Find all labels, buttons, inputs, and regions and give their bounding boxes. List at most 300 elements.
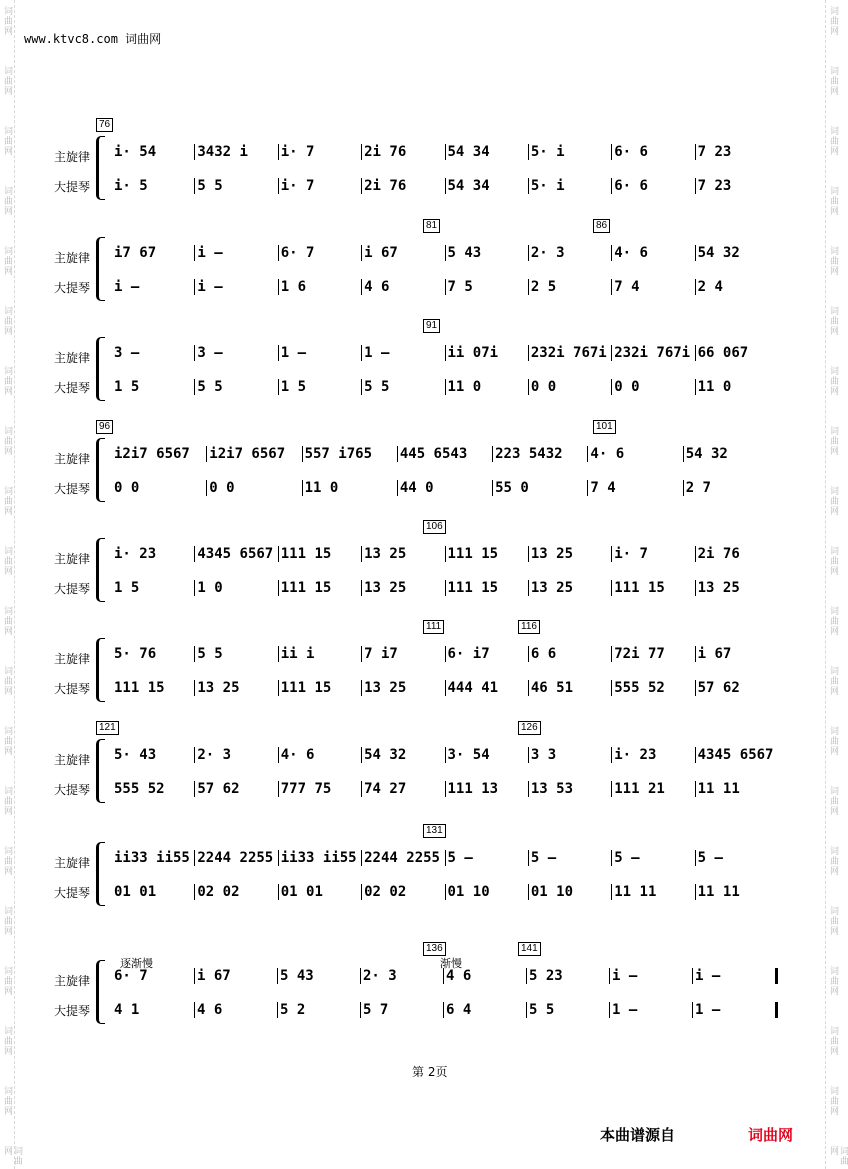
system-brace bbox=[96, 960, 105, 1024]
watermark-char: 网 bbox=[828, 746, 838, 756]
watermark-char: 曲 bbox=[2, 256, 12, 266]
watermark-char: 词 bbox=[2, 546, 12, 556]
system-brace bbox=[96, 638, 105, 702]
measure: i· 23 bbox=[114, 546, 157, 562]
measure: 111 15 bbox=[445, 580, 528, 596]
watermark-text bbox=[2, 606, 12, 636]
measure: 1 — bbox=[361, 345, 444, 361]
watermark-char: 词 bbox=[2, 966, 12, 976]
watermark-char: 曲 bbox=[828, 916, 838, 926]
measure: i — bbox=[194, 279, 277, 295]
measure: 11 0 bbox=[695, 379, 778, 395]
measure: 2244 2255 bbox=[361, 850, 444, 866]
melody-staff bbox=[112, 241, 778, 265]
watermark-char: 词 bbox=[2, 786, 12, 796]
measure: 44 0 bbox=[397, 480, 492, 496]
measure: 13 53 bbox=[528, 781, 611, 797]
watermark-char: 曲 bbox=[828, 496, 838, 506]
watermark-char: 曲 bbox=[2, 676, 12, 686]
measure: 4· 6 bbox=[278, 747, 361, 763]
bass-staff bbox=[112, 998, 778, 1022]
bass-staff bbox=[112, 174, 778, 198]
measure: 5 43 bbox=[445, 245, 528, 261]
bass-staff bbox=[112, 777, 778, 801]
measure: 54 34 bbox=[445, 178, 528, 194]
watermark-char: 曲 bbox=[828, 796, 838, 806]
measure: 4· 6 bbox=[587, 446, 682, 462]
watermark-char: 曲 bbox=[2, 616, 12, 626]
measure: 0 0 bbox=[528, 379, 611, 395]
measure: 13 25 bbox=[528, 580, 611, 596]
watermark-char: 曲 bbox=[828, 676, 838, 686]
bass-staff bbox=[112, 576, 778, 600]
watermark-char: 曲 bbox=[828, 1096, 838, 1106]
watermark-text bbox=[828, 666, 838, 696]
page-number: 第 2页 bbox=[412, 1065, 448, 1079]
watermark-char: 词 bbox=[2, 186, 12, 196]
measure: 54 32 bbox=[695, 245, 778, 261]
watermark-char: 词 bbox=[828, 126, 838, 136]
watermark-text bbox=[828, 6, 838, 36]
measure: 111 15 bbox=[611, 580, 694, 596]
watermark-text bbox=[2, 426, 12, 456]
measure: 13 25 bbox=[361, 546, 444, 562]
watermark-text bbox=[828, 1086, 838, 1116]
watermark-char: 网 bbox=[828, 866, 838, 876]
watermark-char: 网 bbox=[2, 806, 12, 816]
bass-label: 大提琴 bbox=[54, 682, 91, 696]
watermark-char: 词 bbox=[2, 666, 12, 676]
measure: 5 5 bbox=[526, 1002, 609, 1018]
watermark-char: 曲 bbox=[2, 136, 12, 146]
system-brace bbox=[96, 538, 105, 602]
measure: 1 5 bbox=[278, 379, 361, 395]
measure: 111 15 bbox=[445, 546, 528, 562]
watermark-text bbox=[828, 366, 838, 396]
measure: 7 i7 bbox=[361, 646, 444, 662]
source-logo[interactable]: 词曲网 bbox=[748, 1126, 794, 1144]
score-system bbox=[48, 722, 778, 857]
watermark-text bbox=[828, 126, 838, 156]
bass-label: 大提琴 bbox=[54, 281, 91, 295]
measure: 3 — bbox=[114, 345, 140, 361]
watermark-char: 网 bbox=[828, 386, 838, 396]
watermark-text bbox=[828, 786, 838, 816]
watermark-char: 曲 bbox=[2, 1036, 12, 1046]
watermark-char: 词 bbox=[2, 1086, 12, 1096]
measure-number: 81 bbox=[423, 219, 440, 233]
melody-label: 主旋律 bbox=[54, 351, 91, 365]
measure: 3· 54 bbox=[445, 747, 528, 763]
watermark-char: 网 bbox=[2, 566, 12, 576]
watermark-char: 词 bbox=[828, 846, 838, 856]
watermark-text bbox=[828, 66, 838, 96]
measure: 0 0 bbox=[206, 480, 301, 496]
system-brace bbox=[96, 842, 105, 906]
measure-number: 86 bbox=[593, 219, 610, 233]
system-brace bbox=[96, 237, 105, 301]
measure: 6 4 bbox=[443, 1002, 526, 1018]
measure: 13 25 bbox=[695, 580, 778, 596]
system-brace bbox=[96, 337, 105, 401]
melody-label: 主旋律 bbox=[54, 753, 91, 767]
measure: 111 15 bbox=[278, 680, 361, 696]
bass-staff bbox=[112, 676, 778, 700]
measure: 5 2 bbox=[277, 1002, 360, 1018]
watermark-char: 曲 bbox=[2, 796, 12, 806]
measure: 5 — bbox=[528, 850, 611, 866]
watermark-char: 网 bbox=[2, 1106, 12, 1116]
measure: i — bbox=[194, 245, 277, 261]
watermark-char: 网 bbox=[2, 1146, 12, 1156]
watermark-text bbox=[2, 726, 12, 756]
watermark-char: 网 bbox=[828, 1106, 838, 1116]
melody-staff bbox=[112, 140, 778, 164]
watermark-char: 曲 bbox=[2, 916, 12, 926]
measure: 46 51 bbox=[528, 680, 611, 696]
measure: ii33 ii55 bbox=[278, 850, 361, 866]
measure: 557 i765 bbox=[302, 446, 397, 462]
measure: 01 01 bbox=[114, 884, 157, 900]
watermark-char: 网 bbox=[2, 506, 12, 516]
bass-staff bbox=[112, 375, 778, 399]
watermark-char: 曲 bbox=[828, 556, 838, 566]
watermark-char: 网 bbox=[2, 986, 12, 996]
measure-number: 76 bbox=[96, 118, 113, 132]
measure: 5 — bbox=[445, 850, 528, 866]
measure: 1 5 bbox=[114, 580, 140, 596]
measure: 5· i bbox=[528, 178, 611, 194]
watermark-char: 词 bbox=[2, 726, 12, 736]
watermark-text bbox=[2, 6, 12, 36]
watermark-char: 网 bbox=[2, 926, 12, 936]
watermark-char: 网 bbox=[828, 686, 838, 696]
watermark-char: 网 bbox=[2, 386, 12, 396]
watermark-char: 曲 bbox=[828, 976, 838, 986]
measure: 2i 76 bbox=[695, 546, 778, 562]
watermark-char: 词 bbox=[2, 426, 12, 436]
watermark-char: 词 bbox=[2, 306, 12, 316]
measure: 111 13 bbox=[445, 781, 528, 797]
measure: 111 21 bbox=[611, 781, 694, 797]
watermark-text bbox=[828, 246, 838, 276]
measure: 55 0 bbox=[492, 480, 587, 496]
measure: i· 23 bbox=[611, 747, 694, 763]
measure: 7 23 bbox=[695, 178, 778, 194]
watermark-char: 曲 bbox=[838, 1156, 848, 1166]
watermark-char: 词 bbox=[2, 846, 12, 856]
melody-staff bbox=[112, 341, 778, 365]
measure: i — bbox=[609, 968, 692, 984]
measure-number: 136 bbox=[423, 942, 446, 956]
melody-label: 主旋律 bbox=[54, 452, 91, 466]
watermark-char: 曲 bbox=[2, 856, 12, 866]
watermark-char: 网 bbox=[2, 446, 12, 456]
measure: 3 3 bbox=[528, 747, 611, 763]
watermark-char: 曲 bbox=[2, 1096, 12, 1106]
measure: 4 6 bbox=[194, 1002, 277, 1018]
measure: 1 — bbox=[692, 1002, 778, 1018]
measure: 1 — bbox=[609, 1002, 692, 1018]
measure: 13 25 bbox=[361, 680, 444, 696]
watermark-char: 曲 bbox=[2, 376, 12, 386]
measure: 2· 3 bbox=[194, 747, 277, 763]
watermark-char: 曲 bbox=[828, 436, 838, 446]
watermark-char: 网 bbox=[2, 626, 12, 636]
watermark-char: 词 bbox=[828, 306, 838, 316]
measure: 2· 3 bbox=[528, 245, 611, 261]
watermark-char: 曲 bbox=[828, 736, 838, 746]
measure: 232i 767i bbox=[528, 345, 611, 361]
melody-label: 主旋律 bbox=[54, 652, 91, 666]
measure: ii i bbox=[278, 646, 361, 662]
watermark-char: 曲 bbox=[2, 976, 12, 986]
watermark-text bbox=[828, 966, 838, 996]
system-brace bbox=[96, 438, 105, 502]
watermark-char: 词 bbox=[2, 366, 12, 376]
watermark-char: 词 bbox=[828, 1086, 838, 1096]
left-watermark-strip bbox=[0, 0, 22, 1169]
measure: 57 62 bbox=[695, 680, 778, 696]
measure: 7 23 bbox=[695, 144, 778, 160]
measure: 4 1 bbox=[114, 1002, 140, 1018]
measure: 1 6 bbox=[278, 279, 361, 295]
watermark-char: 网 bbox=[2, 146, 12, 156]
watermark-char: 词 bbox=[828, 66, 838, 76]
watermark-char: 网 bbox=[828, 266, 838, 276]
watermark-char: 词 bbox=[828, 726, 838, 736]
measure: 1 — bbox=[278, 345, 361, 361]
watermark-char: 词 bbox=[2, 486, 12, 496]
watermark-text bbox=[828, 486, 838, 516]
watermark-text bbox=[2, 1146, 22, 1169]
melody-label: 主旋律 bbox=[54, 974, 91, 988]
watermark-text bbox=[828, 846, 838, 876]
measure-number: 91 bbox=[423, 319, 440, 333]
measure: i2i7 6567 bbox=[206, 446, 301, 462]
watermark-text bbox=[2, 846, 12, 876]
measure: 5· 43 bbox=[114, 747, 157, 763]
measure: 2244 2255 bbox=[194, 850, 277, 866]
watermark-char: 曲 bbox=[2, 436, 12, 446]
watermark-text bbox=[828, 1146, 848, 1169]
watermark-char: 曲 bbox=[828, 196, 838, 206]
measure: 6· 6 bbox=[611, 178, 694, 194]
tempo-mark-slow: 渐慢 bbox=[440, 957, 462, 970]
measure: ii 07i bbox=[445, 345, 528, 361]
watermark-char: 曲 bbox=[828, 316, 838, 326]
watermark-char: 网 bbox=[828, 26, 838, 36]
watermark-char: 曲 bbox=[828, 856, 838, 866]
measure: 7 5 bbox=[445, 279, 528, 295]
melody-staff bbox=[112, 542, 778, 566]
watermark-char: 词 bbox=[828, 366, 838, 376]
measure: 5 23 bbox=[526, 968, 609, 984]
melody-staff bbox=[112, 743, 778, 767]
watermark-char: 词 bbox=[2, 126, 12, 136]
measure: 72i 77 bbox=[611, 646, 694, 662]
measure: 444 41 bbox=[445, 680, 528, 696]
measure: 2i 76 bbox=[361, 144, 444, 160]
melody-staff bbox=[112, 642, 778, 666]
measure-number: 96 bbox=[96, 420, 113, 434]
melody-label: 主旋律 bbox=[54, 150, 91, 164]
melody-staff bbox=[112, 442, 778, 466]
watermark-char: 网 bbox=[2, 686, 12, 696]
watermark-char: 词 bbox=[828, 486, 838, 496]
right-watermark-strip bbox=[825, 0, 848, 1169]
watermark-char: 网 bbox=[828, 1146, 838, 1156]
measure: 02 02 bbox=[361, 884, 444, 900]
measure: 13 25 bbox=[528, 546, 611, 562]
watermark-text bbox=[2, 966, 12, 996]
watermark-text bbox=[828, 606, 838, 636]
watermark-char: 网 bbox=[2, 26, 12, 36]
measure: 13 25 bbox=[194, 680, 277, 696]
watermark-text bbox=[2, 186, 12, 216]
system-brace bbox=[96, 739, 105, 803]
measure: 5 5 bbox=[361, 379, 444, 395]
measure: 0 0 bbox=[114, 480, 140, 496]
measure: 3 — bbox=[194, 345, 277, 361]
measure: 54 34 bbox=[445, 144, 528, 160]
system-brace bbox=[96, 136, 105, 200]
watermark-text bbox=[2, 126, 12, 156]
watermark-char: 网 bbox=[828, 506, 838, 516]
watermark-char: 曲 bbox=[2, 16, 12, 26]
measure: 57 62 bbox=[194, 781, 277, 797]
watermark-text bbox=[828, 546, 838, 576]
watermark-char: 曲 bbox=[12, 1156, 22, 1166]
watermark-char: 曲 bbox=[2, 196, 12, 206]
watermark-char: 网 bbox=[2, 866, 12, 876]
measure: i7 67 bbox=[114, 245, 157, 261]
measure: i 67 bbox=[361, 245, 444, 261]
measure: 445 6543 bbox=[397, 446, 492, 462]
measure: 2· 3 bbox=[360, 968, 443, 984]
measure: 4345 6567 bbox=[194, 546, 277, 562]
watermark-text bbox=[2, 1086, 12, 1116]
measure: 111 15 bbox=[278, 546, 361, 562]
tempo-mark-gradual-slow: 逐渐慢 bbox=[120, 957, 153, 970]
watermark-char: 网 bbox=[828, 326, 838, 336]
bass-staff bbox=[112, 275, 778, 299]
measure: 4 6 bbox=[361, 279, 444, 295]
bass-label: 大提琴 bbox=[54, 381, 91, 395]
measure: 6· 6 bbox=[611, 144, 694, 160]
measure: 5 — bbox=[611, 850, 694, 866]
measure: 232i 767i bbox=[611, 345, 694, 361]
watermark-char: 网 bbox=[2, 206, 12, 216]
bass-staff bbox=[112, 476, 778, 500]
measure: 2 4 bbox=[695, 279, 778, 295]
watermark-char: 网 bbox=[2, 266, 12, 276]
watermark-char: 曲 bbox=[828, 256, 838, 266]
watermark-char: 词 bbox=[2, 906, 12, 916]
measure-number: 131 bbox=[423, 824, 446, 838]
measure: 01 01 bbox=[278, 884, 361, 900]
watermark-text bbox=[2, 666, 12, 696]
measure-number: 101 bbox=[593, 420, 616, 434]
watermark-char: 网 bbox=[2, 1046, 12, 1056]
site-url[interactable]: www.ktvc8.com 词曲网 bbox=[24, 32, 162, 46]
bass-label: 大提琴 bbox=[54, 886, 91, 900]
measure: 555 52 bbox=[114, 781, 165, 797]
watermark-text bbox=[2, 546, 12, 576]
measure: 02 02 bbox=[194, 884, 277, 900]
measure: i· 54 bbox=[114, 144, 157, 160]
measure: 555 52 bbox=[611, 680, 694, 696]
watermark-text bbox=[828, 306, 838, 336]
watermark-text bbox=[2, 486, 12, 516]
measure-number: 111 bbox=[423, 620, 444, 634]
watermark-char: 词 bbox=[12, 1146, 22, 1156]
measure: 4· 6 bbox=[611, 245, 694, 261]
measure: 3432 i bbox=[194, 144, 277, 160]
measure: 11 11 bbox=[695, 884, 778, 900]
watermark-char: 词 bbox=[828, 186, 838, 196]
watermark-char: 词 bbox=[828, 546, 838, 556]
measure: 54 32 bbox=[683, 446, 778, 462]
measure: i2i7 6567 bbox=[114, 446, 190, 462]
watermark-char: 曲 bbox=[2, 76, 12, 86]
watermark-char: 词 bbox=[2, 6, 12, 16]
measure: ii33 ii55 bbox=[114, 850, 190, 866]
measure: 11 0 bbox=[445, 379, 528, 395]
measure: 6· 7 bbox=[278, 245, 361, 261]
measure: 5 5 bbox=[194, 646, 277, 662]
watermark-text bbox=[828, 906, 838, 936]
measure: 74 27 bbox=[361, 781, 444, 797]
watermark-char: 网 bbox=[828, 1046, 838, 1056]
measure: 5 5 bbox=[194, 178, 277, 194]
melody-label: 主旋律 bbox=[54, 856, 91, 870]
watermark-text bbox=[2, 306, 12, 336]
measure: 1 0 bbox=[194, 580, 277, 596]
measure: 5· 76 bbox=[114, 646, 157, 662]
measure: 777 75 bbox=[278, 781, 361, 797]
watermark-char: 网 bbox=[828, 926, 838, 936]
measure-number: 141 bbox=[518, 942, 541, 956]
watermark-char: 词 bbox=[2, 246, 12, 256]
watermark-char: 词 bbox=[2, 606, 12, 616]
watermark-char: 词 bbox=[838, 1146, 848, 1156]
watermark-char: 词 bbox=[828, 666, 838, 676]
watermark-char: 曲 bbox=[2, 556, 12, 566]
watermark-char: 曲 bbox=[828, 376, 838, 386]
measure: 7 4 bbox=[611, 279, 694, 295]
measure: 01 10 bbox=[528, 884, 611, 900]
melody-label: 主旋律 bbox=[54, 552, 91, 566]
watermark-char: 词 bbox=[2, 66, 12, 76]
watermark-char: 网 bbox=[828, 146, 838, 156]
measure: i· 7 bbox=[278, 178, 361, 194]
measure: 66 067 bbox=[695, 345, 778, 361]
bass-label: 大提琴 bbox=[54, 1004, 91, 1018]
watermark-text bbox=[2, 66, 12, 96]
measure: 11 11 bbox=[611, 884, 694, 900]
measure: 7 4 bbox=[587, 480, 682, 496]
watermark-char: 曲 bbox=[828, 1036, 838, 1046]
bass-label: 大提琴 bbox=[54, 180, 91, 194]
measure-number: 126 bbox=[518, 721, 541, 735]
measure: i· 7 bbox=[278, 144, 361, 160]
score-system bbox=[48, 943, 778, 1078]
melody-label: 主旋律 bbox=[54, 251, 91, 265]
watermark-text bbox=[828, 426, 838, 456]
bass-label: 大提琴 bbox=[54, 582, 91, 596]
watermark-char: 曲 bbox=[828, 76, 838, 86]
